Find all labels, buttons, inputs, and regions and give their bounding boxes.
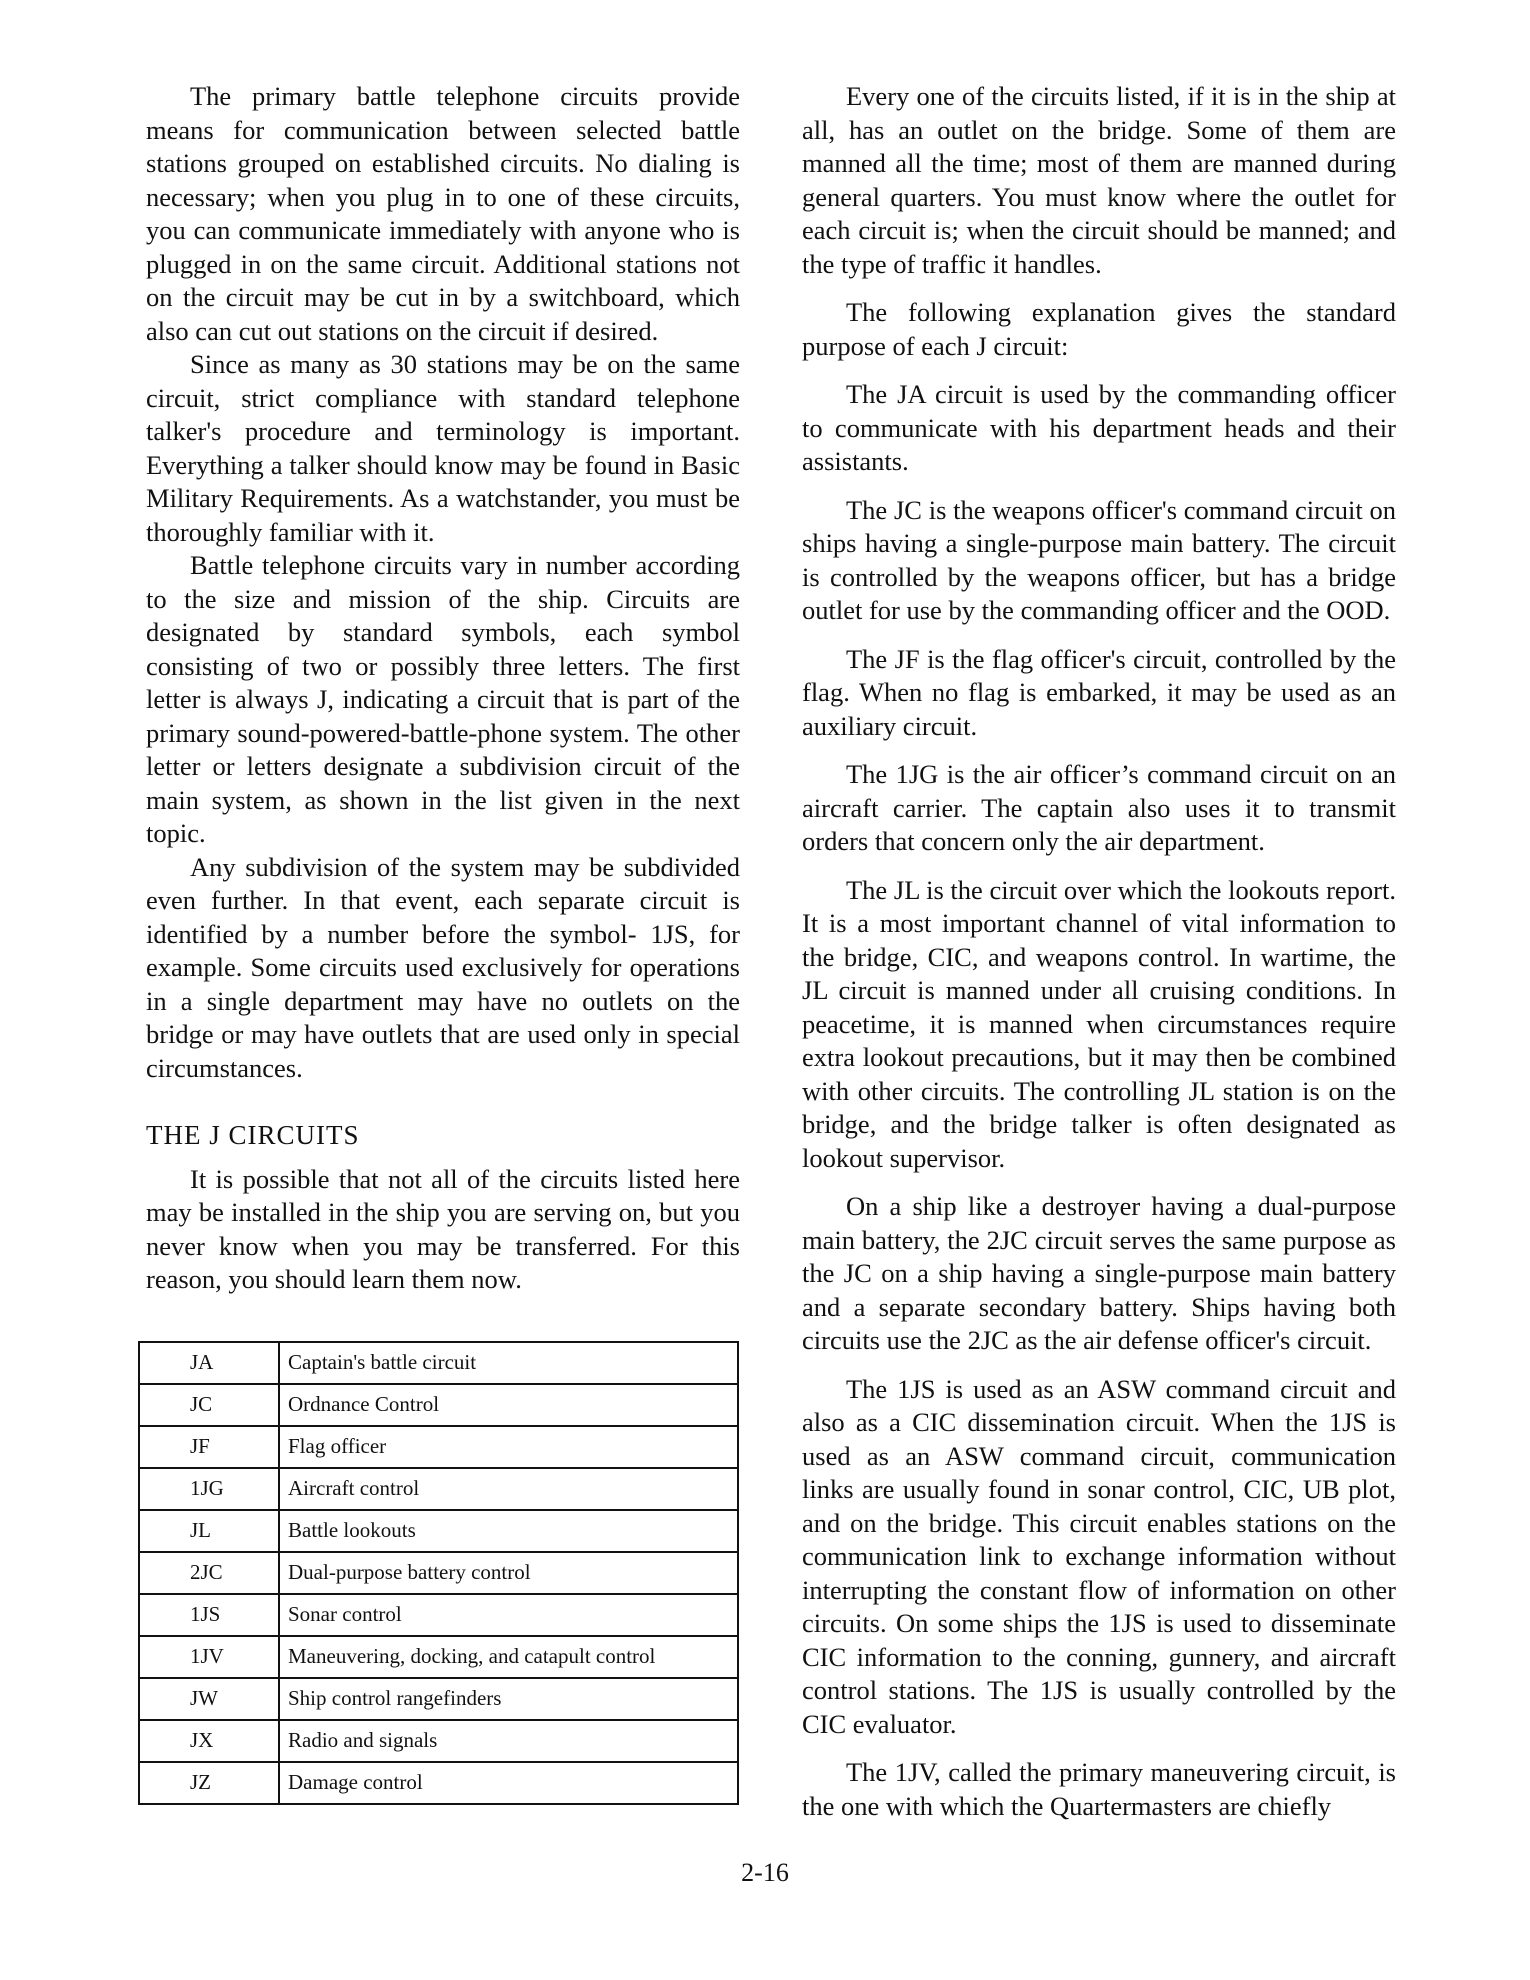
table-row [139, 1342, 738, 1384]
circuit-description: Battle lookouts [279, 1510, 738, 1552]
body-paragraph: The JC is the weapons officer's command circuit on ships having a single-purpose main battery. The circuit is controlled by the weapons officer, but has a bridge outlet for use by the commanding officer and the OOD. [802, 494, 1396, 625]
body-paragraph: Any subdivision of the system may be subdivided even further. In that event, each separate circuit is identified by a number before the symbol- 1JS, for example. Some circuits used exclusively for operations in a single department may have no outlets on the bridge or may have outlets that are used only in special circumstances. [146, 851, 740, 1083]
table-row [139, 1426, 738, 1468]
circuit-description: Aircraft control [279, 1468, 738, 1510]
circuit-code: JL [139, 1510, 279, 1552]
table-row [139, 1384, 738, 1426]
circuit-description: Ship control rangefinders [279, 1678, 738, 1720]
circuit-code: 1JG [139, 1468, 279, 1510]
body-paragraph: Battle telephone circuits vary in number according to the size and mission of the ship. Circuits are designated by standard symbols, each symbol consisting of two or possibly three letters. The first letter is always J, indicating a circuit that is part of the primary sound-powered-battle-phone system. The other letter or letters designate a subdivision circuit of the main system, as shown in the list given in the next topic. [146, 550, 740, 848]
body-paragraph: Every one of the circuits listed, if it is in the ship at all, has an outlet on the bridge. Some of them are manned all the time; most of them are manned during general quarters. You must know where the outlet for each circuit is; when the circuit should be manned; and the type of traffic it handles. [802, 81, 1396, 279]
circuit-code: JA [139, 1342, 279, 1384]
circuit-description: Dual-purpose battery control [279, 1552, 738, 1594]
circuit-code: 2JC [139, 1552, 279, 1594]
body-paragraph: The 1JG is the air officer’s command circuit on an aircraft carrier. The captain also uses it to transmit orders that concern only the air department. [802, 759, 1396, 856]
table-row [139, 1468, 738, 1510]
circuit-description: Maneuvering, docking, and catapult control [279, 1636, 738, 1678]
body-paragraph: The primary battle telephone circuits provide means for communication between selected battle stations grouped on established circuits. No dialing is necessary; when you plug in to one of these circuits, you can communicate immediately with anyone who is plugged in on the same circuit. Additional stations not on the circuit may be cut in by a switchboard, which also can cut out stations on the circuit if desired. [146, 81, 740, 346]
table-row [139, 1552, 738, 1594]
body-paragraph: The following explanation gives the standard purpose of each J circuit: [802, 297, 1396, 361]
body-paragraph: The 1JV, called the primary maneuvering circuit, is the one with which the Quartermasters are chiefly [802, 1757, 1396, 1821]
body-paragraph: The 1JS is used as an ASW command circuit and also as a CIC dissemination circuit. When the 1JS is used as an ASW command circuit, communication links are usually found in sonar control, CIC, UB plot, and on the bridge. This circuit enables stations on the communication link to exchange information without interrupting the constant flow of information on other circuits. On some ships the 1JS is used to disseminate CIC information to the conning, gunnery, and aircraft control stations. The 1JS is usually controlled by the CIC evaluator. [802, 1373, 1396, 1739]
circuit-code: JX [139, 1720, 279, 1762]
section-heading: THE J CIRCUITS [146, 1120, 360, 1150]
circuit-description: Sonar control [279, 1594, 738, 1636]
table-row [139, 1762, 738, 1804]
circuit-code: 1JS [139, 1594, 279, 1636]
circuit-table [138, 1341, 739, 1805]
table-row [139, 1636, 738, 1678]
right-column [802, 80, 1396, 1838]
table-row [139, 1594, 738, 1636]
circuit-description: Ordnance Control [279, 1384, 738, 1426]
body-paragraph: The JF is the flag officer's circuit, controlled by the flag. When no flag is embarked, it may be used as an auxiliary circuit. [802, 643, 1396, 741]
circuit-code: JZ [139, 1762, 279, 1804]
page-number: 2-16 [741, 1858, 789, 1887]
body-paragraph: On a ship like a destroyer having a dual-purpose main battery, the 2JC circuit serves the same purpose as the JC on a ship having a single-purpose main battery and a separate secondary battery. Ships having both circuits use the 2JC as the air defense officer's circuit. [802, 1191, 1396, 1355]
left-column [146, 80, 740, 1805]
body-paragraph: The JL is the circuit over which the lookouts report. It is a most important channel of vital information to the bridge, CIC, and weapons control. In wartime, the JL circuit is manned under all cruising conditions. In peacetime, it is manned when circumstances require extra lookout precautions, but it may then be combined with other circuits. The controlling JL station is on the bridge, and the bridge talker is often designated as lookout supervisor. [802, 874, 1396, 1173]
body-paragraph: It is possible that not all of the circuits listed here may be installed in the ship you are serving on, but you never know when you may be transferred. For this reason, you should learn them now. [146, 1163, 740, 1294]
circuit-code: JF [139, 1426, 279, 1468]
table-row [139, 1510, 738, 1552]
circuit-code: JW [139, 1678, 279, 1720]
body-paragraph: Since as many as 30 stations may be on the same circuit, strict compliance with standard telephone talker's procedure and terminology is important. Everything a talker should know may be found in Basic Military Requirements. As a watchstander, you must be thoroughly familiar with it. [146, 349, 740, 547]
body-paragraph: The JA circuit is used by the commanding officer to communicate with his department heads and their assistants. [802, 379, 1396, 476]
circuit-code: 1JV [139, 1636, 279, 1678]
circuit-description: Flag officer [279, 1426, 738, 1468]
circuit-description: Damage control [279, 1762, 738, 1804]
circuit-description: Radio and signals [279, 1720, 738, 1762]
table-row [139, 1678, 738, 1720]
table-row [139, 1720, 738, 1762]
circuit-code: JC [139, 1384, 279, 1426]
circuit-description: Captain's battle circuit [288, 1349, 477, 1374]
